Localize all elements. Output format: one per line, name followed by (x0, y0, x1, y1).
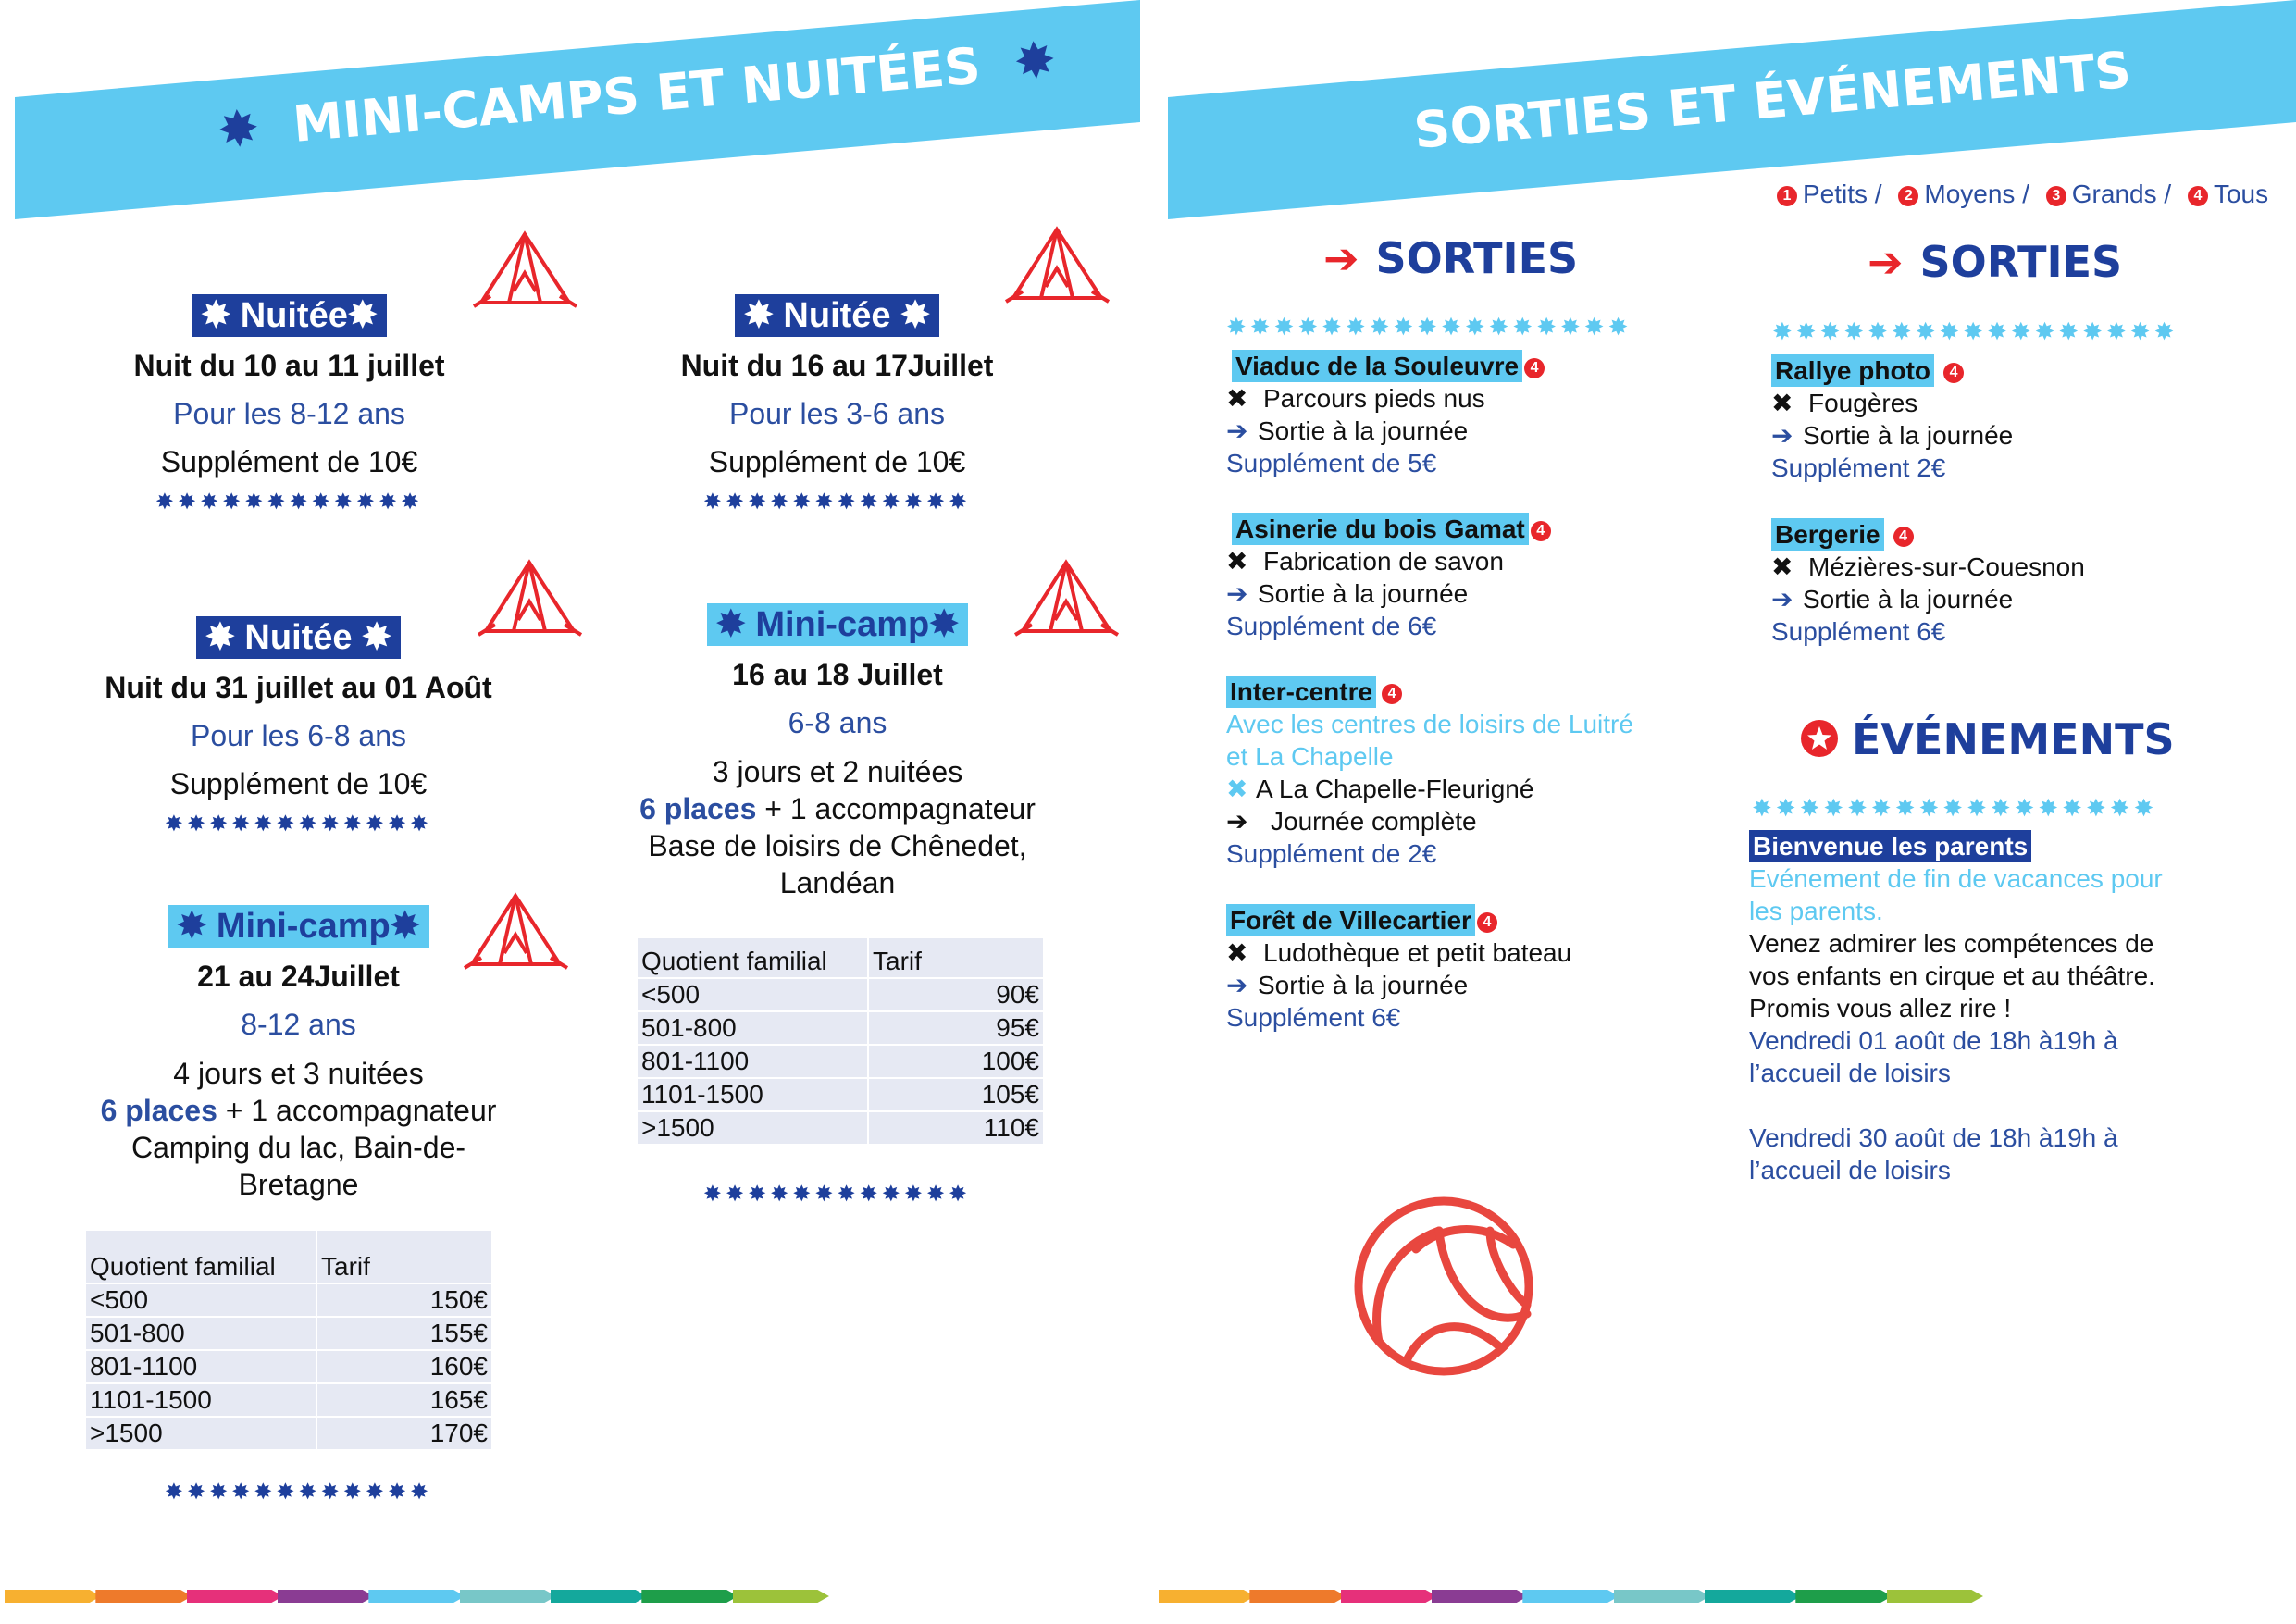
nuitee-block-1 (74, 294, 504, 516)
star-divider: ✸✸✸✸✸✸✸✸✸✸✸✸✸✸✸✸✸ (1772, 317, 2178, 345)
arrow-right-icon: ➔ (1771, 421, 1793, 450)
table-row (86, 1318, 491, 1349)
table-cell: 105€ (869, 1079, 1043, 1110)
age-badge: 4 (1382, 684, 1402, 704)
table-row (638, 1112, 1043, 1144)
places-rest: + 1 accompagnateur (217, 1094, 497, 1127)
sortie-detail: Fabrication de savon (1263, 547, 1504, 576)
star-icon: ✸ (1011, 30, 1059, 93)
places-rest: + 1 accompagnateur (756, 792, 1036, 825)
legend-label: Moyens / (1924, 180, 2029, 208)
event-date-1-line-2: l’accueil de loisirs (1749, 1059, 1951, 1087)
nuitee-dates: Nuit du 16 au 17Juillet (680, 349, 994, 382)
table-row (86, 1284, 491, 1316)
sortie-intercentre (1226, 676, 1633, 870)
star-divider: ✸✸✸✸✸✸✸✸✸✸✸✸ (702, 490, 972, 514)
evenements-heading (1800, 714, 2175, 764)
table-cell: 1101-1500 (638, 1079, 869, 1110)
minicamp-dates: 21 au 24Juillet (197, 960, 400, 993)
arrow-right-icon: ➔ (1226, 579, 1248, 608)
table-cell: 155€ (317, 1318, 491, 1349)
places-count: 6 places (100, 1094, 217, 1127)
table-header-cell: Quotient familial (86, 1231, 317, 1283)
minicamp-duration: 4 jours et 3 nuitées (173, 1057, 424, 1090)
sortie-type: Journée complète (1271, 807, 1477, 836)
sortie-name: Rallye photo (1771, 354, 1934, 387)
table-cell: >1500 (638, 1112, 869, 1144)
nuitee-tag: ✸ Nuitée✸ (192, 294, 386, 337)
table-row (86, 1384, 491, 1416)
legend-label: Grands / (2071, 180, 2172, 208)
sortie-type: Sortie à la journée (1803, 421, 2014, 450)
places-count: 6 places (639, 792, 757, 825)
table-header-row (86, 1231, 491, 1283)
cross-icon: ✖ (1226, 938, 1248, 967)
star-divider: ✸✸✸✸✸✸✸✸✸✸✸✸ (164, 1480, 433, 1505)
table-cell: <500 (638, 979, 869, 1010)
sortie-supplement: Supplément 2€ (1771, 453, 1946, 482)
star-divider: ✸✸✸✸✸✸✸✸✸✸✸✸ (155, 490, 424, 514)
table-cell: 100€ (869, 1046, 1043, 1077)
sortie-villecartier (1226, 904, 1571, 1034)
star-divider: ✸✸✸✸✸✸✸✸✸✸✸✸ (164, 812, 433, 837)
nuitee-block-2 (622, 294, 1052, 516)
minicamp-tag: ✸ Mini-camp✸ (168, 905, 428, 948)
star-divider: ✸✸✸✸✸✸✸✸✸✸✸✸ (702, 1182, 972, 1207)
minicamp-age: 6-8 ans (788, 706, 887, 739)
sortie-viaduc (1226, 350, 1545, 479)
sorties-heading (1323, 233, 1578, 283)
age-badge: 4 (1893, 527, 1914, 547)
nuitee-supplement: Supplément de 10€ (169, 767, 428, 800)
tarif-table-1 (86, 1229, 491, 1451)
intercentre-place: A La Chapelle-Fleurigné (1256, 775, 1534, 803)
nuitee-tag: ✸ Nuitée ✸ (735, 294, 939, 337)
event-sub-line-1: Evénement de fin de vacances pour (1749, 864, 2163, 893)
table-cell: 110€ (869, 1112, 1043, 1144)
table-cell: >1500 (86, 1418, 317, 1449)
minicamp-location-line-2: Bretagne (238, 1168, 359, 1201)
table-cell: 150€ (317, 1284, 491, 1316)
event-body-line-3: Promis vous allez rire ! (1749, 994, 2012, 1023)
volleyball-icon (1351, 1194, 1536, 1379)
arrow-right-icon: ➔ (1323, 233, 1359, 283)
cross-icon: ✖ (1771, 552, 1793, 581)
minicamp-block-2 (602, 603, 1074, 901)
nuitee-supplement: Supplément de 10€ (708, 445, 966, 478)
legend-number-badge: 3 (2046, 186, 2066, 206)
sortie-supplement: Supplément de 2€ (1226, 839, 1437, 868)
minicamp-location-line-1: Base de loisirs de Chênedet, (648, 829, 1027, 862)
intercentre-desc-line-2: et La Chapelle (1226, 742, 1394, 771)
table-header-cell: Quotient familial (638, 938, 869, 977)
minicamp-block-1 (56, 905, 541, 1203)
minicamp-location-line-2: Landéan (779, 866, 896, 899)
event-body-line-1: Venez admirer les compétences de (1749, 929, 2154, 958)
sortie-supplement: Supplément 6€ (1226, 1003, 1401, 1032)
age-legend (1777, 180, 2268, 209)
event-block (1749, 830, 2163, 1186)
table-cell: 801-1100 (638, 1046, 869, 1077)
sortie-detail: Fougères (1808, 389, 1918, 417)
minicamp-location-line-1: Camping du lac, Bain-de- (130, 1131, 466, 1164)
sortie-supplement: Supplément de 6€ (1226, 612, 1437, 640)
event-date-2-line-2: l’accueil de loisirs (1749, 1156, 1951, 1184)
legend-label: Tous (2213, 180, 2269, 208)
sortie-type: Sortie à la journée (1258, 416, 1469, 445)
sortie-detail: Ludothèque et petit bateau (1263, 938, 1572, 967)
event-date-1-line-1: Vendredi 01 août de 18h à19h à (1749, 1026, 2118, 1055)
star-icon: ✸ (215, 98, 262, 160)
event-date-2-line-1: Vendredi 30 août de 18h à19h à (1749, 1123, 2118, 1152)
table-header-row (638, 938, 1043, 977)
sortie-name: Asinerie du bois Gamat (1232, 513, 1529, 545)
event-sub-line-2: les parents. (1749, 897, 1883, 925)
sortie-type: Sortie à la journée (1258, 579, 1469, 608)
table-cell: 1101-1500 (86, 1384, 317, 1416)
nuitee-age: Pour les 8-12 ans (173, 397, 405, 430)
minicamp-dates: 16 au 18 Juillet (732, 658, 943, 691)
minicamp-places (56, 1092, 541, 1129)
age-badge: 4 (1524, 358, 1545, 378)
minicamp-age: 8-12 ans (241, 1008, 356, 1041)
table-row (638, 979, 1043, 1010)
table-cell: 165€ (317, 1384, 491, 1416)
arrow-right-icon: ➔ (1226, 971, 1248, 999)
sortie-bergerie (1771, 518, 2085, 648)
legend-number-badge: 2 (1898, 186, 1918, 206)
left-title-text: MINI-CAMPS ET NUITÉES (291, 36, 983, 154)
cross-icon: ✖ (1226, 775, 1248, 803)
table-row (638, 1012, 1043, 1044)
star-divider: ✸✸✸✸✸✸✸✸✸✸✸✸✸✸✸✸✸ (1752, 794, 2158, 822)
arrow-right-icon: ➔ (1868, 237, 1904, 287)
age-badge: 4 (1531, 521, 1551, 541)
nuitee-supplement: Supplément de 10€ (160, 445, 418, 478)
sortie-rallye-photo (1771, 354, 2013, 484)
table-cell: 160€ (317, 1351, 491, 1382)
intercentre-desc-line-1: Avec les centres de loisirs de Luitré (1226, 710, 1633, 738)
sortie-supplement: Supplément 6€ (1771, 617, 1946, 646)
sortie-supplement: Supplément de 5€ (1226, 449, 1437, 477)
sortie-type: Sortie à la journée (1803, 585, 2014, 614)
nuitee-age: Pour les 3-6 ans (728, 397, 945, 430)
table-cell: 170€ (317, 1418, 491, 1449)
minicamp-places (602, 790, 1074, 827)
nuitee-dates: Nuit du 10 au 11 juillet (133, 349, 445, 382)
nuitee-age: Pour les 6-8 ans (190, 719, 406, 752)
sortie-asinerie (1226, 513, 1551, 642)
star-divider: ✸✸✸✸✸✸✸✸✸✸✸✸✸✸✸✸✸ (1226, 313, 1632, 341)
arrow-right-icon: ➔ (1226, 807, 1248, 836)
table-header-cell: Tarif (869, 938, 1043, 977)
cross-icon: ✖ (1226, 384, 1248, 413)
sortie-name: Bergerie (1771, 518, 1884, 551)
table-cell: 90€ (869, 979, 1043, 1010)
legend-number-badge: 1 (1777, 186, 1797, 206)
legend-label: Petits / (1803, 180, 1882, 208)
table-row (638, 1046, 1043, 1077)
sortie-detail: Mézières-sur-Couesnon (1808, 552, 2085, 581)
sorties-heading (1868, 237, 2122, 287)
nuitee-dates: Nuit du 31 juillet au 01 Août (105, 671, 492, 704)
legend-number-badge: 4 (2188, 186, 2208, 206)
nuitee-block-3 (83, 616, 514, 838)
table-header-cell: Tarif (317, 1231, 491, 1283)
footer-color-bar-right (1159, 1590, 1978, 1603)
table-row (86, 1418, 491, 1449)
table-row (86, 1351, 491, 1382)
sortie-detail: Parcours pieds nus (1263, 384, 1485, 413)
table-cell: 95€ (869, 1012, 1043, 1044)
sorties-heading-text: SORTIES (1919, 237, 2123, 287)
minicamp-tag: ✸ Mini-camp✸ (707, 603, 968, 646)
tarif-table-2 (638, 936, 1043, 1146)
table-cell: <500 (86, 1284, 317, 1316)
age-badge: 4 (1477, 912, 1497, 933)
event-body-line-2: vos enfants en cirque et au théâtre. (1749, 961, 2155, 990)
minicamp-duration: 3 jours et 2 nuitées (712, 755, 963, 788)
table-row (638, 1079, 1043, 1110)
star-badge-icon (1800, 719, 1839, 758)
event-name: Bienvenue les parents (1749, 830, 2031, 862)
age-badge: 4 (1943, 363, 1964, 383)
table-cell: 501-800 (638, 1012, 869, 1044)
sortie-name: Viaduc de la Souleuvre (1232, 350, 1522, 382)
table-cell: 801-1100 (86, 1351, 317, 1382)
footer-color-bar-left (5, 1590, 824, 1603)
evenements-heading-text: ÉVÉNEMENTS (1852, 714, 2175, 764)
arrow-right-icon: ➔ (1226, 416, 1248, 445)
nuitee-tag: ✸ Nuitée ✸ (196, 616, 401, 659)
sortie-name: Forêt de Villecartier (1226, 904, 1475, 936)
cross-icon: ✖ (1771, 389, 1793, 417)
table-cell: 501-800 (86, 1318, 317, 1349)
sorties-heading-text: SORTIES (1375, 233, 1579, 283)
arrow-right-icon: ➔ (1771, 585, 1793, 614)
right-title: SORTIES ET ÉVÉNEMENTS (1411, 40, 2134, 160)
tent-icon (1004, 222, 1111, 305)
cross-icon: ✖ (1226, 547, 1248, 576)
sortie-name: Inter-centre (1226, 676, 1376, 708)
sortie-type: Sortie à la journée (1258, 971, 1469, 999)
